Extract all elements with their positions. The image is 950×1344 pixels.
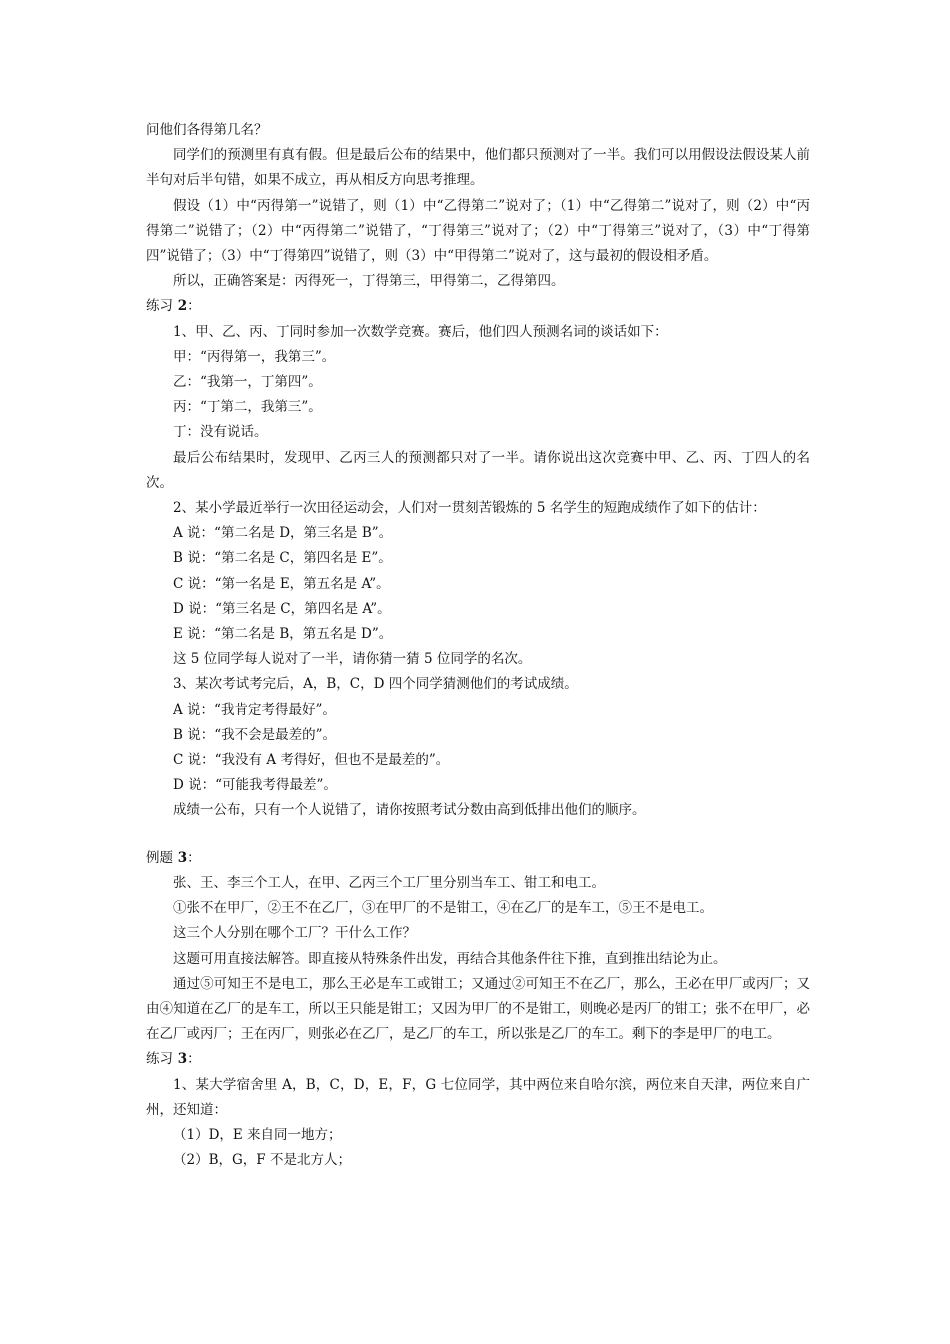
- paragraph: C 说：“我没有 A 考得好，但也不是最差的”。: [173, 752, 450, 769]
- paragraph: 通过⑤可知王不是电工，那么王必是车工或钳工；又通过②可知王不在乙厂，那么，王必在甲厂或丙厂；又由④知道在乙厂的是车工，所以王只能是钳工；又因为甲厂的不是钳工，则晚必是丙厂的钳工；张不在甲厂，必在乙厂或丙厂；王在丙厂，则张必在乙厂，是乙厂的车工，所以张是乙厂的车工。剩下的李是甲厂的电工。: [146, 975, 810, 1043]
- paragraph: 2、某小学最近举行一次田径运动会，人们对一贯刻苦锻炼的 5 名学生的短跑成绩作了如下的估计：: [173, 500, 766, 517]
- paragraph: 这题可用直接法解答。即直接从特殊条件出发，再结合其他条件往下推，直到推出结论为止。: [173, 950, 727, 967]
- document-body: [146, 118, 810, 1173]
- paragraph: B 说：“我不会是最差的”。: [173, 726, 337, 743]
- paragraph: 假设（1）中“丙得第一”说错了，则（1）中“乙得第二”说对了；（1）中“乙得第二”说对了，则（2）中“丙得第二”说错了；（2）中“丙得第二”说错了，“丁得第三”说对了；（2）中“丁得第三”说对了，（3）中“丁得第四”说错了；（3）中“丁得第四”说错了，则（3）中“甲得第二”说对了，这与最初的假设相矛盾。: [146, 197, 810, 265]
- paragraph: D 说：“可能我考得最差”。: [173, 777, 337, 794]
- section-heading-exercise-3: [146, 1047, 810, 1072]
- heading-text: 练习: [146, 1051, 173, 1068]
- section-heading-example-3: [146, 846, 810, 871]
- paragraph: 最后公布结果时，发现甲、乙丙三人的预测都只对了一半。请你说出这次竞赛中甲、乙、丙、丁四人的名次。: [146, 449, 810, 491]
- paragraph: 1、甲、乙、丙、丁同时参加一次数学竞赛。赛后，他们四人预测名词的谈话如下：: [173, 323, 668, 340]
- heading-colon: ：: [187, 1051, 201, 1068]
- paragraph: 1、某大学宿舍里 A，B，C，D，E，F，G 七位同学，其中两位来自哈尔滨，两位来自天津，两位来自广州，还知道：: [146, 1076, 810, 1118]
- paragraph: ①张不在甲厂，②王不在乙厂，③在甲厂的不是钳工，④在乙厂的是车工，⑤王不是电工。: [173, 900, 713, 917]
- paragraph: B 说：“第二名是 C，第四名是 E”。: [173, 550, 392, 567]
- paragraph: 丙：“丁第二，我第三”。: [173, 399, 322, 416]
- paragraph: 丁：没有说话。: [173, 424, 268, 441]
- paragraph: 3、某次考试考完后，A，B，C，D 四个同学猜测他们的考试成绩。: [173, 676, 578, 693]
- paragraph: 张、王、李三个工人，在甲、乙丙三个工厂里分别当车工、钳工和电工。: [173, 874, 605, 891]
- heading-number: 2: [173, 298, 188, 315]
- paragraph: C 说：“第一名是 E，第五名是 A”。: [173, 575, 390, 592]
- heading-number: 3: [173, 849, 188, 866]
- heading-number: 3: [173, 1051, 188, 1068]
- paragraph: 这三个人分别在哪个工厂？干什么工作？: [173, 925, 416, 942]
- paragraph: 所以，正确答案是：丙得死一，丁得第三，甲得第二，乙得第四。: [173, 273, 565, 290]
- paragraph: 同学们的预测里有真有假。但是最后公布的结果中，他们都只预测对了一半。我们可以用假设法假设某人前半句对后半句错，如果不成立，再从相反方向思考推理。: [146, 147, 810, 189]
- paragraph: （1）D，E 来自同一地方；: [173, 1126, 342, 1143]
- heading-text: 例题: [146, 849, 173, 866]
- paragraph: 成绩一公布，只有一个人说错了，请你按照考试分数由高到低排出他们的顺序。: [173, 802, 646, 819]
- heading-colon: ：: [187, 298, 201, 315]
- section-heading-exercise-2: [146, 294, 810, 319]
- paragraph: 问他们各得第几名？: [146, 122, 268, 138]
- blank-line: [146, 824, 810, 846]
- paragraph: E 说：“第二名是 B，第五名是 D”。: [173, 626, 393, 643]
- paragraph: 乙：“我第一，丁第四”。: [173, 374, 322, 391]
- paragraph: A 说：“第二名是 D，第三名是 B”。: [173, 525, 393, 542]
- paragraph: （2）B，G，F 不是北方人；: [173, 1152, 351, 1169]
- heading-colon: ：: [187, 849, 201, 866]
- paragraph: A 说：“我肯定考得最好”。: [173, 701, 336, 718]
- paragraph: D 说：“第三名是 C，第四名是 A”。: [173, 600, 391, 617]
- paragraph: 这 5 位同学每人说对了一半，请你猜一猜 5 位同学的名次。: [173, 651, 532, 668]
- paragraph: 甲：“丙得第一，我第三”。: [173, 348, 336, 365]
- heading-text: 练习: [146, 298, 173, 315]
